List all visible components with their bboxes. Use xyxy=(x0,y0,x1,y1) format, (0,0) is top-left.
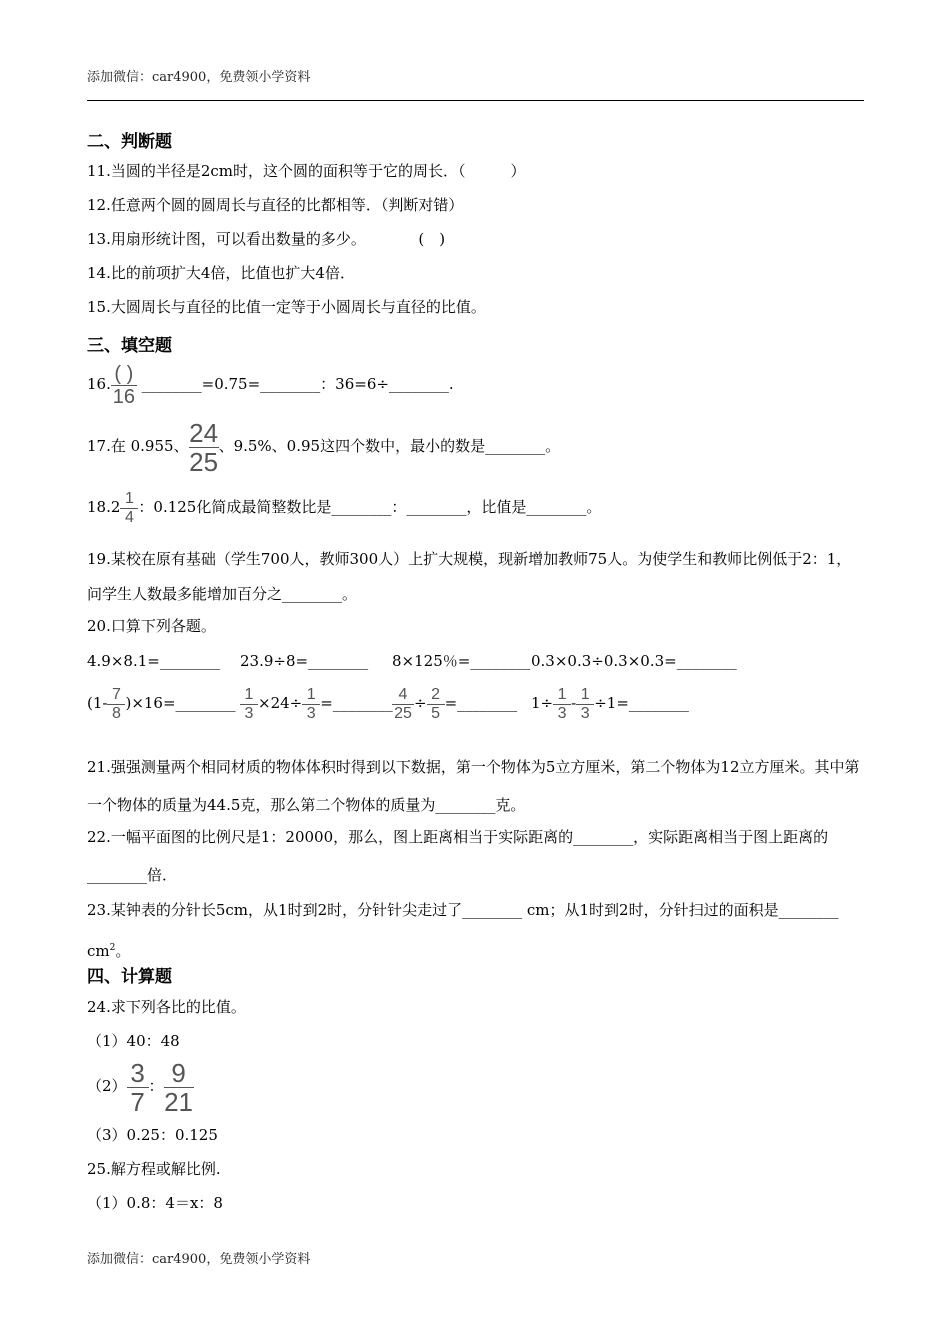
q16-number: 16. xyxy=(87,375,111,393)
q20-item-8-den-a: 3 xyxy=(557,704,567,722)
question-22: 22.一幅平面图的比例尺是1：20000，那么，图上距离相当于实际距离的________，实际距离相当于图上距离的________倍． xyxy=(87,828,829,884)
q16-fraction xyxy=(111,364,137,407)
q25-part-1: （1）0.8：4＝x：8 xyxy=(87,1194,223,1212)
q24-fraction-b xyxy=(164,1057,194,1117)
q17-fraction xyxy=(189,417,219,477)
q20-item-5-pre: (1- xyxy=(87,694,108,712)
question-21: 21.强强测量两个相同材质的物体体积时得到以下数据，第一个物体为5立方厘米，第二个物体为12立方厘米。其中第一个物体的质量为44.5克，那么第二个物体的质量为________克。 xyxy=(87,758,860,814)
page-footer: 添加微信：car4900，免费领小学资料 xyxy=(87,1252,311,1267)
q17-fraction-den: 25 xyxy=(189,446,219,477)
q24-fraction-b-den: 21 xyxy=(164,1086,194,1117)
q23-end: 。 xyxy=(115,942,131,960)
q20-item-7-den-b: 5 xyxy=(431,704,441,722)
q20-item-6-fraction-a xyxy=(240,687,258,722)
q23-superscript: 2 xyxy=(109,943,116,953)
q20-item-7-post: =________ xyxy=(444,694,518,712)
q20-item-5-fraction xyxy=(107,687,125,722)
q20-item-8 xyxy=(531,681,689,725)
q20-item-5-den: 8 xyxy=(112,704,121,722)
question-12: 12.任意两个圆的圆周长与直径的比都相等．（判断对错） xyxy=(87,196,464,214)
q20-item-6-num-b: 1 xyxy=(306,685,316,703)
q20-item-7-num-a: 4 xyxy=(398,685,408,703)
q20-item-8-den-b: 3 xyxy=(580,704,590,722)
q20-item-5 xyxy=(87,681,236,725)
q20-item-6-mid: ×24÷ xyxy=(258,694,303,712)
q20-item-8-num-a: 1 xyxy=(557,685,567,703)
q20-item-2: 23.9÷8=________ xyxy=(240,652,369,670)
section-fill-title: 三、填空题 xyxy=(87,336,172,356)
q20-item-1: 4.9×8.1=________ xyxy=(87,652,220,670)
section-judge-title: 二、判断题 xyxy=(87,132,172,152)
question-13: 13.用扇形统计图，可以看出数量的多少。 ( ) xyxy=(87,230,446,248)
q24-fraction-a xyxy=(127,1057,149,1117)
q20-item-4: 0.3×0.3÷0.3×0.3=________ xyxy=(531,652,737,670)
page-header: 添加微信：car4900，免费领小学资料 xyxy=(87,70,311,85)
q23-text: 23.某钟表的分针长5cm，从1时到2时，分针针尖走过了________ cm；从1时到2时，分针扫过的面积是________ cm xyxy=(87,901,839,960)
q24-part-3: （3）0.25：0.125 xyxy=(87,1126,218,1144)
q24-part-1: （1）40：48 xyxy=(87,1032,180,1050)
q16-rest: ________=0.75=________：36=6÷________. xyxy=(136,375,454,393)
q20-item-6-post: =________ xyxy=(320,694,393,712)
q20-item-7-mid: ÷ xyxy=(414,694,427,712)
question-24-title: 24.求下列各比的比值。 xyxy=(87,998,246,1016)
q20-item-7-fraction-b xyxy=(427,687,445,722)
q20-item-6-fraction-b xyxy=(302,687,320,722)
q18-before: 18.2 xyxy=(87,498,121,516)
question-20-title: 20.口算下列各题。 xyxy=(87,617,216,635)
q20-item-6-num-a: 1 xyxy=(244,685,254,703)
question-11: 11.当圆的半径是2cm时，这个圆的面积等于它的周长．（ ） xyxy=(87,162,526,180)
q20-item-7 xyxy=(392,681,517,725)
q16-fraction-num: ( ) xyxy=(114,362,134,385)
question-17 xyxy=(87,418,560,475)
q17-after: 、9.5%、0.95这四个数中，最小的数是________。 xyxy=(218,437,561,455)
section-calc-title: 四、计算题 xyxy=(87,967,172,987)
q24-fraction-a-den: 7 xyxy=(130,1086,145,1117)
q24-part-2 xyxy=(87,1059,194,1115)
q16-fraction-den: 16 xyxy=(112,385,135,408)
question-15: 15.大圆周长与直径的比值一定等于小圆周长与直径的比值。 xyxy=(87,298,486,316)
question-23 xyxy=(87,891,865,970)
q24-fraction-b-num: 9 xyxy=(171,1057,186,1088)
q20-item-6-den-b: 3 xyxy=(306,704,316,722)
q18-fraction-den: 4 xyxy=(124,508,134,526)
q20-item-8-fraction-a xyxy=(553,687,571,722)
q20-item-8-mid: - xyxy=(571,694,577,712)
q17-before: 17.在 0.955、 xyxy=(87,437,189,455)
q20-item-7-num-b: 2 xyxy=(431,685,441,703)
q24-part-2-label: （2） xyxy=(87,1077,127,1095)
q24-part-2-sep: ： xyxy=(148,1077,164,1095)
q18-fraction-num: 1 xyxy=(124,489,134,507)
question-18 xyxy=(87,482,601,532)
q20-item-8-fraction-b xyxy=(576,687,594,722)
q20-item-6-den-a: 3 xyxy=(244,704,254,722)
q20-item-8-post: ÷1=________ xyxy=(594,694,689,712)
q20-item-5-num: 7 xyxy=(112,685,121,703)
q18-after: ：0.125化简成最简整数比是________：________，比值是________。 xyxy=(138,498,602,516)
q20-item-8-pre: 1÷ xyxy=(531,694,554,712)
question-16 xyxy=(87,363,454,407)
q20-item-3: 8×125％=________ xyxy=(392,652,531,670)
q18-fraction xyxy=(120,491,138,526)
q20-item-7-den-a: 25 xyxy=(394,704,412,722)
question-14: 14.比的前项扩大4倍，比值也扩大4倍． xyxy=(87,264,355,282)
header-rule xyxy=(87,100,864,101)
q20-item-7-fraction-a xyxy=(392,687,414,722)
question-19: 19.某校在原有基础（学生700人，教师300人）上扩大规模，现新增加教师75人。为使学生和教师比例低于2：1，问学生人数最多能增加百分之________。 xyxy=(87,550,852,603)
q20-item-5-post: )×16=________ xyxy=(125,694,236,712)
question-25-title: 25.解方程或解比例. xyxy=(87,1160,221,1178)
q20-item-6 xyxy=(240,681,393,725)
q24-fraction-a-num: 3 xyxy=(130,1057,145,1088)
q20-item-8-num-b: 1 xyxy=(580,685,590,703)
q17-fraction-num: 24 xyxy=(189,417,219,448)
